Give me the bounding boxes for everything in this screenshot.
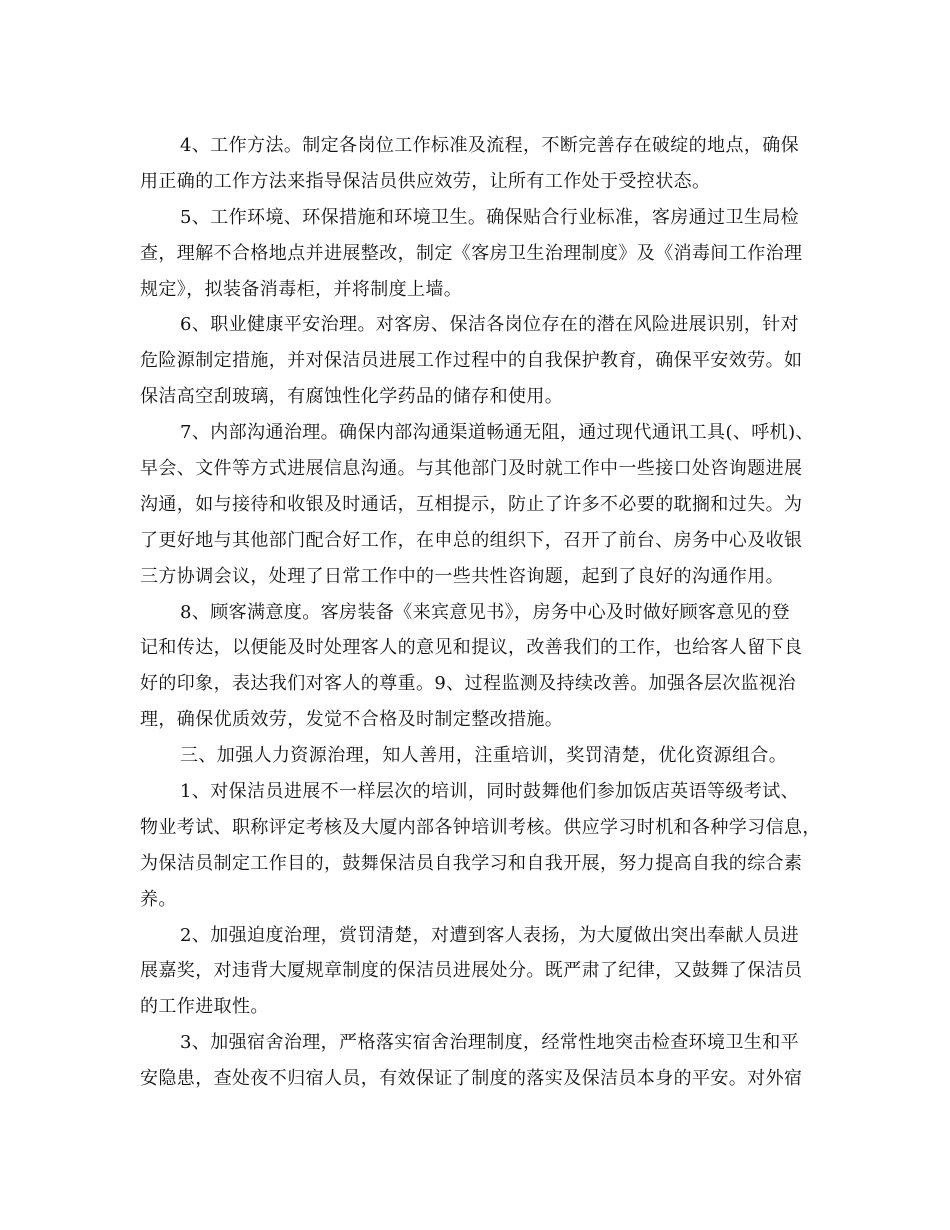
text-line: 6、职业健康平安治理。对客房、保洁各岗位存在的潜在风险进展识别，针对 — [180, 314, 800, 336]
text-line: 5、工作环境、环保措施和环境卫生。确保贴合行业标准，客房通过卫生局检 — [180, 206, 800, 228]
text-line: 规定》，拟装备消毒柜，并将制度上墙。 — [140, 278, 463, 300]
text-line: 早会、文件等方式进展信息沟通。与其他部门及时就工作中一些接口处咨询题进展 — [140, 458, 803, 480]
text-line: 好的印象，表达我们对客人的尊重。9、过程监测及持续改善。加强各层次监视治 — [140, 673, 796, 695]
text-line: 7、内部沟通治理。确保内部沟通渠道畅通无阻，通过现代通讯工具(、呼机)、 — [180, 422, 814, 444]
text-line: 物业考试、职称评定考核及大厦内部各钟培训考核。供应学习时机和各种学习信息， — [140, 816, 821, 838]
text-line: 理，确保优质效劳，发觉不合格及时制定整改措施。 — [140, 709, 564, 731]
text-line: 的工作进取性。 — [140, 996, 269, 1018]
text-line: 2、加强迫度治理，赏罚清楚，对遭到客人表扬，为大厦做出突出奉献人员进 — [180, 924, 800, 946]
text-line: 8、顾客满意度。客房装备《来宾意见书》，房务中心及时做好顾客意见的登 — [180, 601, 791, 623]
text-line: 了更好地与其他部门配合好工作，在申总的组织下，召开了前台、房务中心及收银 — [140, 529, 803, 551]
text-line: 查，理解不合格地点并进展整改，制定《客房卫生治理制度》及《消毒间工作治理 — [140, 242, 803, 264]
text-line: 三、加强人力资源治理，知人善用，注重培训，奖罚清楚，优化资源组合。 — [180, 745, 788, 767]
text-line: 养。 — [140, 888, 177, 910]
text-line: 三方协调会议，处理了日常工作中的一些共性咨询题，起到了良好的沟通作用。 — [140, 565, 784, 587]
text-line: 展嘉奖，对违背大厦规章制度的保洁员进展处分。既严肃了纪律，又鼓舞了保洁员 — [140, 960, 803, 982]
text-line: 3、加强宿舍治理，严格落实宿舍治理制度，经常性地突击检查环境卫生和平 — [180, 1032, 800, 1054]
text-line: 用正确的工作方法来指导保洁员供应效劳，让所有工作处于受控状态。 — [140, 170, 711, 192]
text-line: 安隐患，查处夜不归宿人员，有效保证了制度的落实及保洁员本身的平安。对外宿 — [140, 1068, 803, 1090]
document-body — [140, 128, 820, 1097]
text-line: 4、工作方法。制定各岗位工作标准及流程，不断完善存在破绽的地点，确保 — [180, 135, 800, 156]
text-line: 1、对保洁员进展不一样层次的培训，同时鼓舞他们参加饭店英语等级考试、 — [180, 781, 800, 803]
text-line: 记和传达，以便能及时处理客人的意见和提议，改善我们的工作，也给客人留下良 — [140, 637, 803, 659]
text-line: 危险源制定措施，并对保洁员进展工作过程中的自我保护教育，确保平安效劳。如 — [140, 350, 803, 372]
text-line: 保洁高空刮玻璃，有腐蚀性化学药品的储存和使用。 — [140, 386, 564, 408]
text-line: 为保洁员制定工作目的，鼓舞保洁员自我学习和自我开展，努力提高自我的综合素 — [140, 852, 803, 874]
text-line: 沟通，如与接待和收银及时通话，互相提示，防止了许多不必要的耽搁和过失。为 — [140, 493, 803, 515]
